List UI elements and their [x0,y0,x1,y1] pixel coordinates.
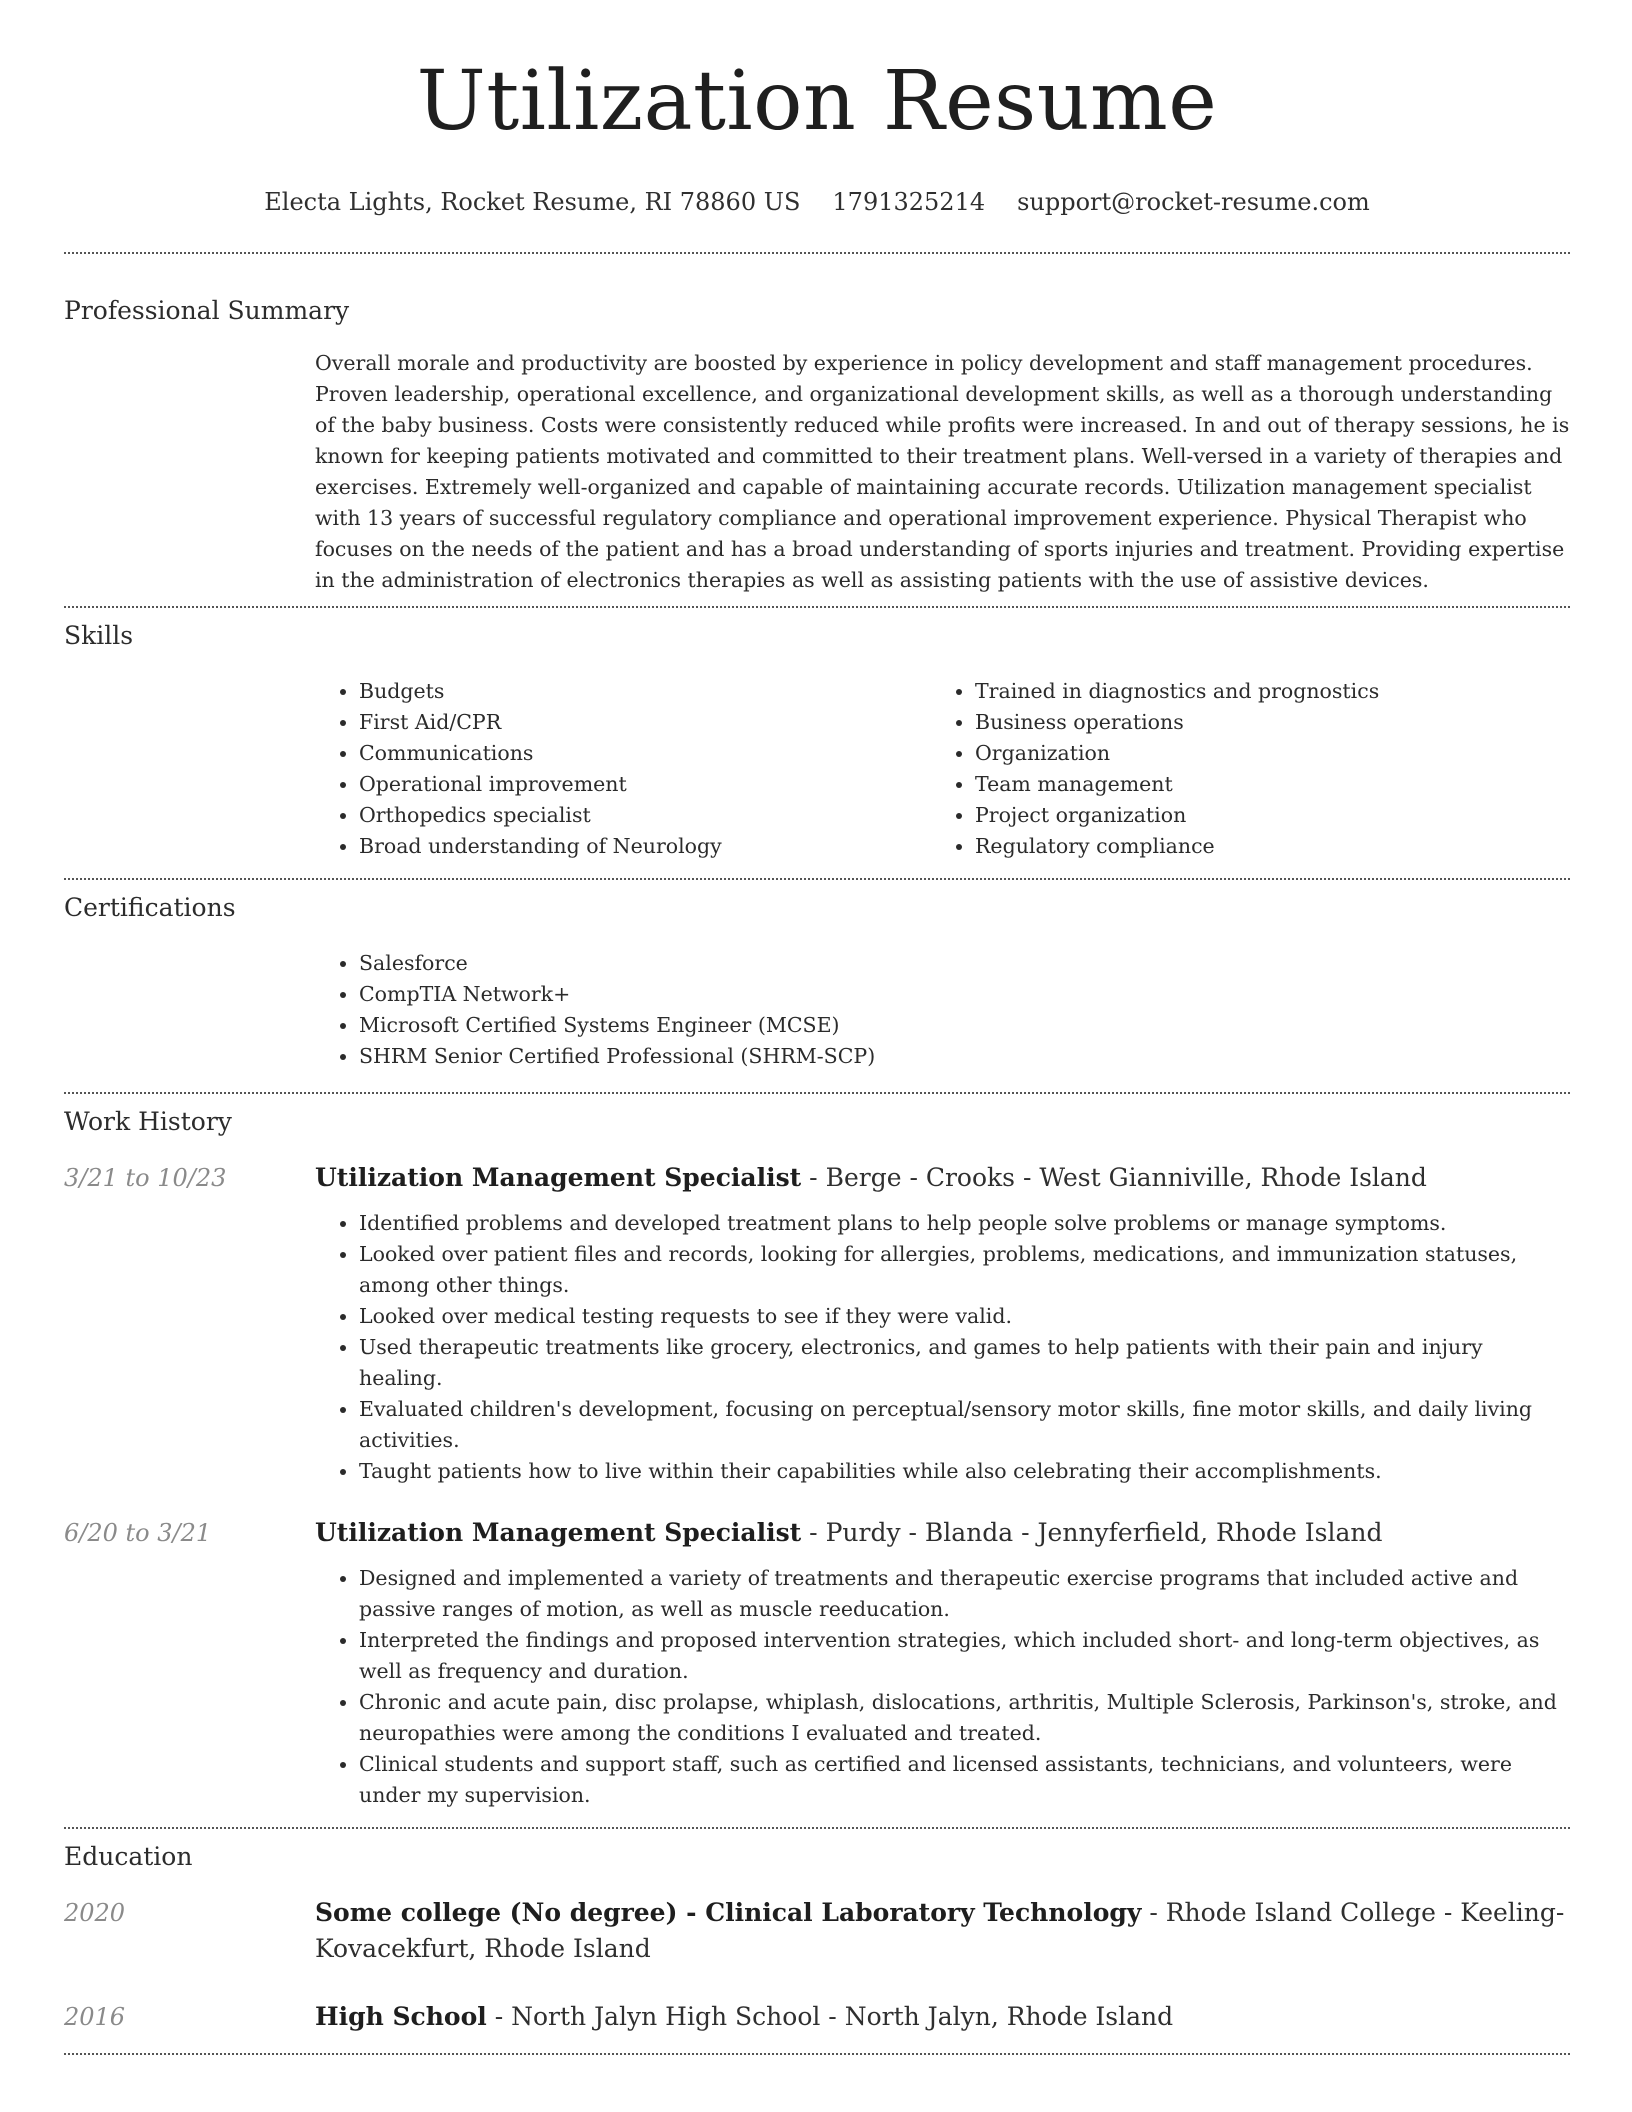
divider [64,2053,1570,2055]
divider [64,1827,1570,1829]
skills-column-right [931,676,1547,862]
skill-item: • Team management [975,769,1547,800]
job-bullet: • Designed and implemented a variety of treatments and therapeutic exercise programs that included active and passive ranges of motion, as well as muscle reeducation. [359,1563,1570,1625]
education-heading [315,1895,1570,1967]
job-bullet: • Clinical students and support staff, such as certified and licensed assistants, technicians, and volunteers, were under my supervision. [359,1749,1570,1811]
certifications-section [64,892,1570,1072]
summary-section [64,295,1570,596]
certifications-list [315,948,1570,1072]
job-bullets [315,1208,1570,1487]
skill-item: • Communications [359,738,931,769]
certification-item: • SHRM Senior Certified Professional (SHRM-SCP) [359,1041,1570,1072]
job-bullets [315,1563,1570,1811]
skill-item: • Orthopedics specialist [359,800,931,831]
education-section [64,1841,1570,2035]
skill-item: • Broad understanding of Neurology [359,831,931,862]
certification-item: • Salesforce [359,948,1570,979]
skill-item: • First Aid/CPR [359,707,931,738]
job-bullet: • Looked over patient files and records, looking for allergies, problems, medications, and immunization statuses, among other things. [359,1239,1570,1301]
job-bullet: • Identified problems and developed treatment plans to help people solve problems or manage symptoms. [359,1208,1570,1239]
section-heading: Work History [64,1107,232,1136]
job-date: 3/21 to 10/23 [64,1164,227,1192]
contact-phone: 1791325214 [832,188,986,216]
section-heading: Skills [64,621,134,650]
work-history-section [64,1106,1570,1811]
skill-item: • Operational improvement [359,769,931,800]
education-title: High School [315,2002,487,2031]
divider [64,606,1570,608]
job-bullet: • Evaluated children's development, focusing on perceptual/sensory motor skills, fine motor skills, and daily living activities. [359,1394,1570,1456]
job-bullet: • Used therapeutic treatments like grocery, electronics, and games to help patients with their pain and injury healing. [359,1332,1570,1394]
skill-item: • Trained in diagnostics and prognostics [975,676,1547,707]
education-heading [315,1999,1570,2035]
divider [64,1092,1570,1094]
skills-list [315,676,1570,862]
job-title: Utilization Management Specialist [315,1518,802,1547]
job-entry [64,1160,1570,1487]
section-heading: Certifications [64,893,236,922]
summary-text: Overall morale and productivity are boosted by experience in policy development and staff management procedures. Proven leadership, operational excellence, and organizational development skills, as well as a thorough understanding of the baby business. Costs were consistently reduced while profits were increased. In and out of therapy sessions, he is known for keeping patients motivated and committed to their treatment plans. Well-versed in a variety of therapies and exercises. Extremely well-organized and capable of maintaining accurate records. Utilization management specialist with 13 years of successful regulatory compliance and operational improvement experience. Physical Therapist who focuses on the needs of the patient and has a broad understanding of sports injuries and treatment. Providing expertise in the administration of electronics therapies as well as assisting patients with the use of assistive devices. [315,351,1570,592]
job-bullet: • Chronic and acute pain, disc prolapse, whiplash, dislocations, arthritis, Multiple Sclerosis, Parkinson's, stroke, and neuropathies were among the conditions I evaluated and treated. [359,1687,1570,1749]
job-date: 6/20 to 3/21 [64,1519,212,1547]
education-entry [64,1999,1570,2035]
education-year: 2020 [64,1899,126,1927]
education-details: - North Jalyn High School - North Jalyn, Rhode Island [486,2002,1174,2031]
job-bullet: • Taught patients how to live within their capabilities while also celebrating their accomplishments. [359,1456,1570,1487]
contact-email[interactable]: support@rocket-resume.com [1017,188,1370,216]
education-title: Some college (No degree) - Clinical Laboratory Technology [315,1898,1142,1927]
skill-item: • Project organization [975,800,1547,831]
resume-page [64,0,1570,2055]
divider [64,252,1570,254]
skill-item: • Regulatory compliance [975,831,1547,862]
contact-line [64,186,1570,218]
job-title: Utilization Management Specialist [315,1163,802,1192]
job-entry [64,1515,1570,1811]
job-details: - Berge - Crooks - West Gianniville, Rhode Island [801,1163,1427,1192]
skill-item: • Organization [975,738,1547,769]
skill-item: • Budgets [359,676,931,707]
skills-section [64,620,1570,862]
education-year: 2016 [64,2003,126,2031]
page-title: Utilization Resume [416,54,1218,149]
job-heading [315,1160,1570,1196]
job-heading [315,1515,1570,1551]
certification-item: • CompTIA Network+ [359,979,1570,1010]
job-details: - Purdy - Blanda - Jennyferfield, Rhode Island [801,1518,1383,1547]
certification-item: • Microsoft Certified Systems Engineer (MCSE) [359,1010,1570,1041]
section-heading: Education [64,1842,193,1871]
education-entry [64,1895,1570,1967]
section-heading: Professional Summary [64,296,350,325]
skills-column-left [315,676,931,862]
divider [64,878,1570,880]
contact-address: Electa Lights, Rocket Resume, RI 78860 US [264,188,801,216]
job-bullet: • Looked over medical testing requests to see if they were valid. [359,1301,1570,1332]
education-details: - Rhode Island College - Keeling-Kovacekfurt, Rhode Island [315,1898,1565,1963]
job-bullet: • Interpreted the findings and proposed intervention strategies, which included short- and long-term objectives, as well as frequency and duration. [359,1625,1570,1687]
skill-item: • Business operations [975,707,1547,738]
